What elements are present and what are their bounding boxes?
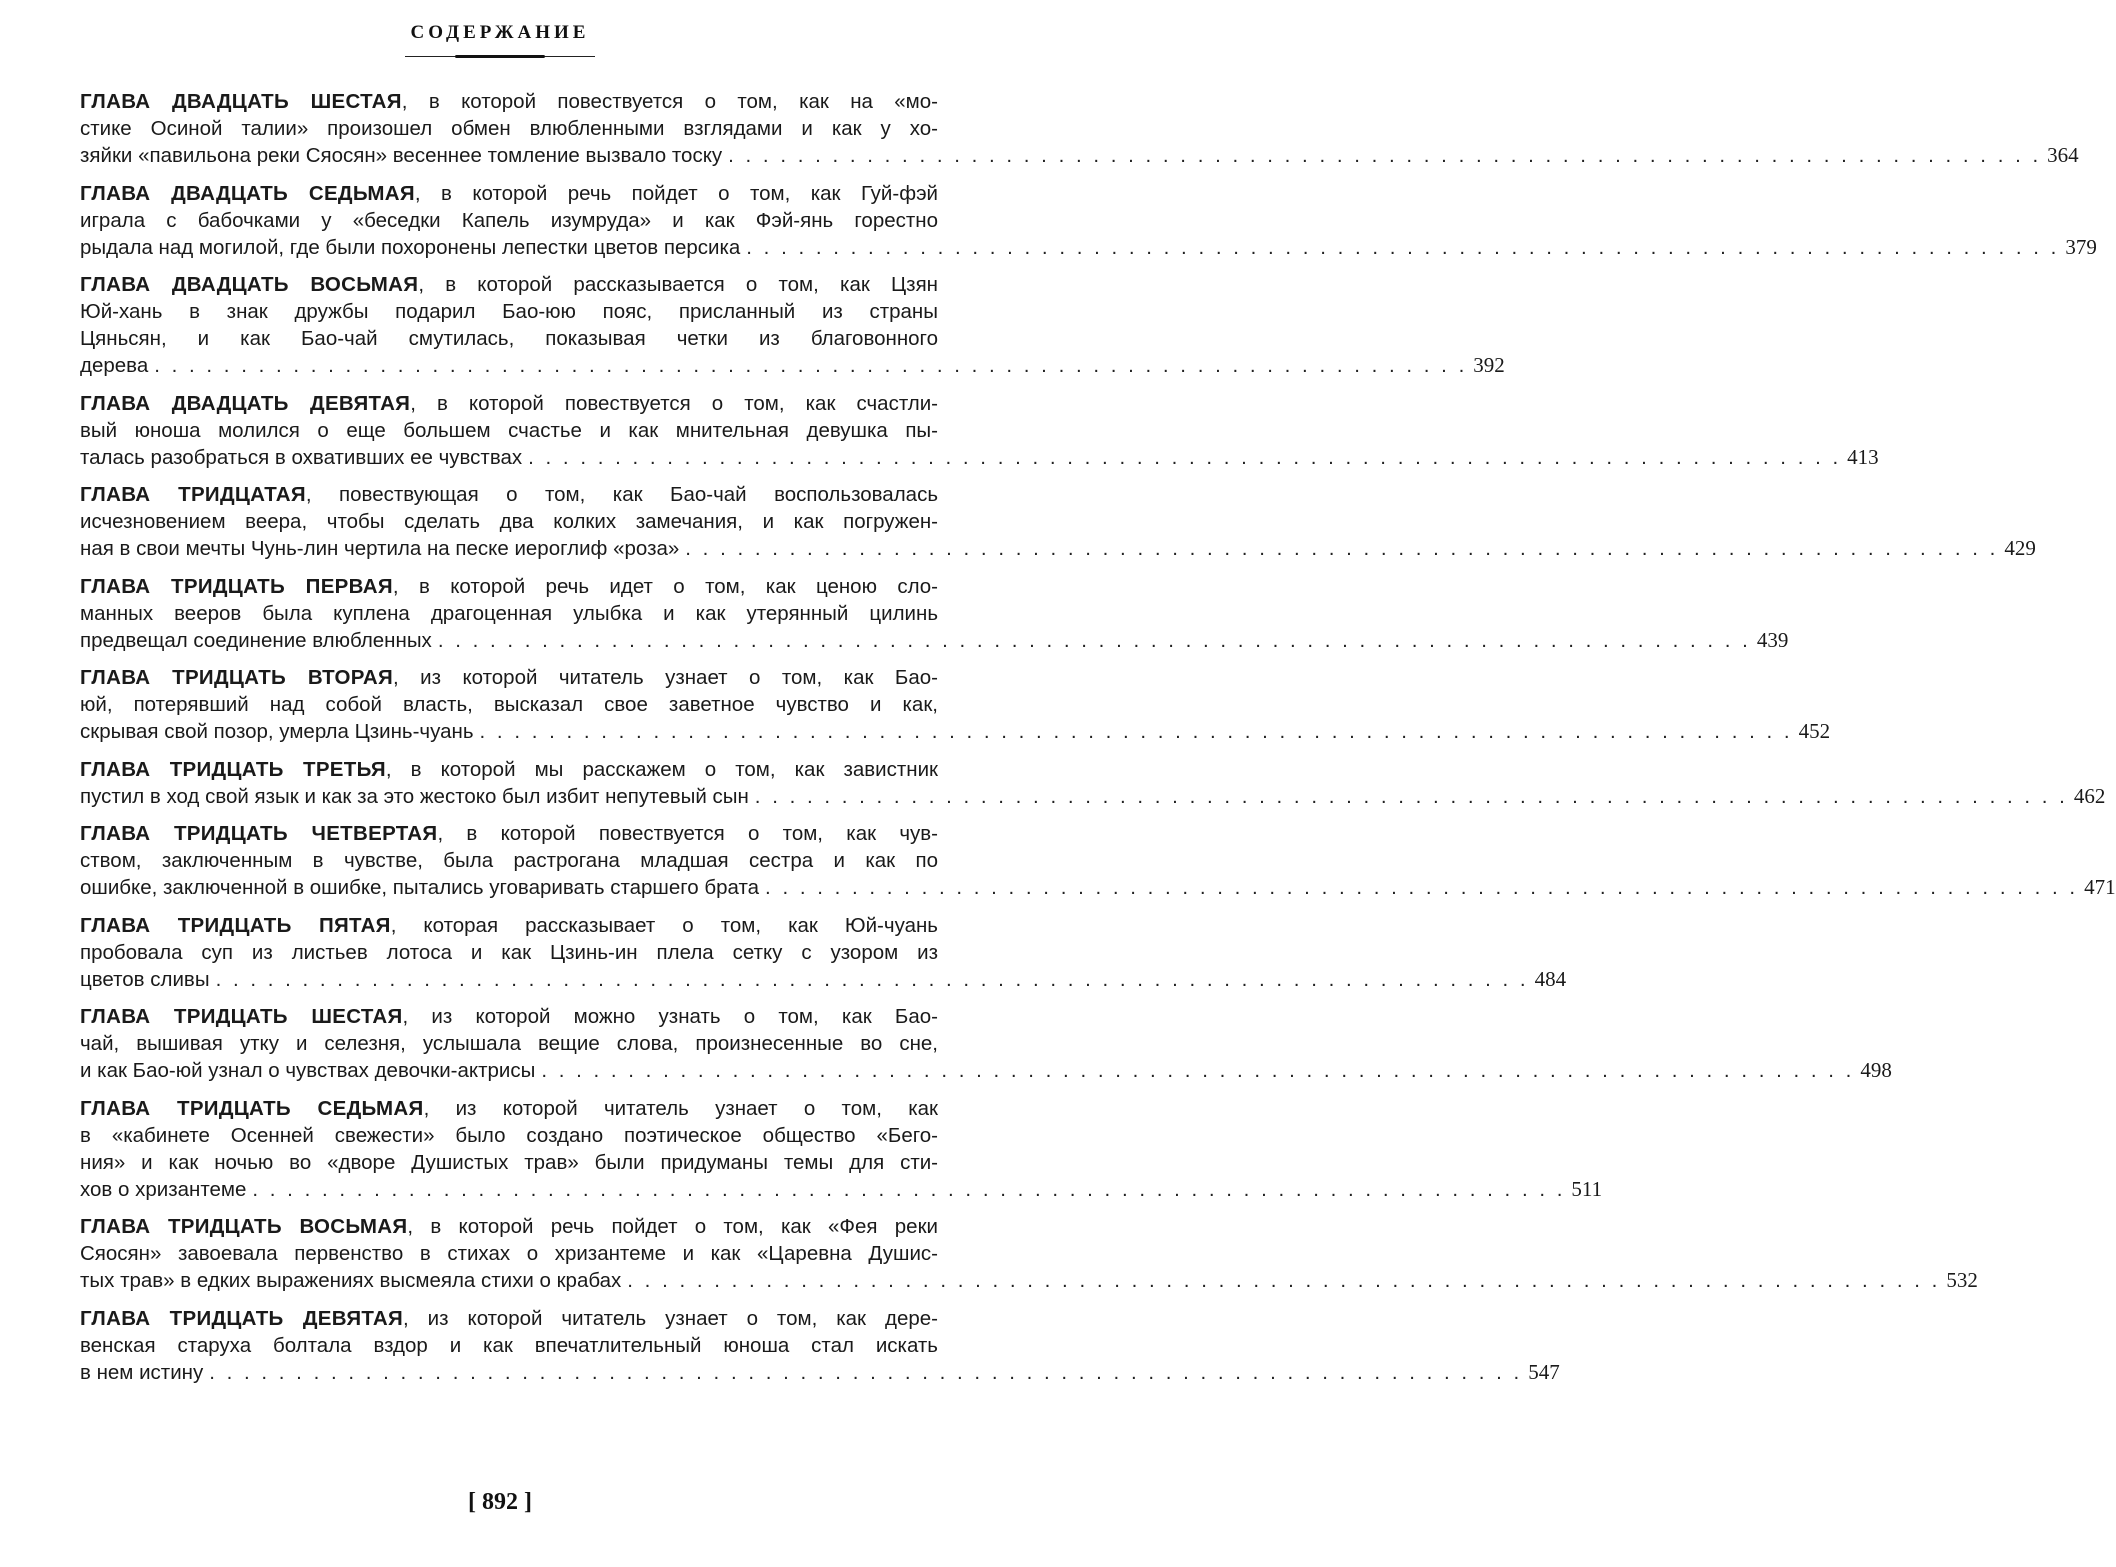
chapter-description: , в которой речь идет о том, как ценою сло- xyxy=(392,574,938,598)
toc-line xyxy=(80,298,938,325)
dot-leader: . . . . . . . . . . . . . . . . . . . . . . . . . . . . . . . . . . . . . . . . . . . . . . . . . . . . . . . . . . . . . . . . . . . . . . . . . . . . xyxy=(541,1059,1855,1082)
toc-line-text xyxy=(80,1057,535,1084)
toc-line xyxy=(80,847,938,874)
chapter-description: играла с бабочками у «беседки Капель изумруда» и как Фэй-янь горестно xyxy=(80,208,938,232)
toc-line-text xyxy=(80,874,759,901)
chapter-description: цветов сливы xyxy=(80,967,210,991)
toc-line xyxy=(80,627,1789,654)
dot-leader: . . . . . . . . . . . . . . . . . . . . . . . . . . . . . . . . . . . . . . . . . . . . . . . . . . . . . . . . . . . . . . . . . . . . . . . . . . . . xyxy=(209,1360,1523,1384)
dot-leader: . . . . . . . . . . . . . . . . . . . . . . . . . . . . . . . . . . . . . . . . . . . . . . . . . . . . . . . . . . . . . . . . . . . . . . . . . . . . xyxy=(437,628,1751,652)
toc-line-text xyxy=(80,718,474,745)
toc-page-number: 379 xyxy=(2065,234,2097,259)
toc-page-number: 452 xyxy=(1798,719,1831,743)
chapter-description: , из которой можно узнать о том, как Бао- xyxy=(402,1005,938,1028)
toc-entry xyxy=(80,88,2079,169)
toc-line-text xyxy=(80,1267,621,1294)
chapter-description: в нем истину xyxy=(80,1360,204,1384)
chapter-description: , повествующая о том, как Бао-чай воспользовалась xyxy=(305,483,938,506)
chapter-description: ния» и как ночью во «дворе Душистых трав» были придуманы темы для сти- xyxy=(80,1150,938,1174)
dot-leader: . . . . . . . . . . . . . . . . . . . . . . . . . . . . . . . . . . . . . . . . . . . . . . . . . . . . . . . . . . . . . . . . . . . . . . . . . . . . xyxy=(746,235,2060,259)
toc-line xyxy=(80,600,938,627)
toc-line-text xyxy=(80,352,148,379)
toc-line xyxy=(80,1030,938,1057)
chapter-description: ная в свои мечты Чунь-лин чертила на песке иероглиф «роза» xyxy=(80,537,680,560)
toc-line xyxy=(80,234,2097,261)
toc-entry xyxy=(80,180,2097,261)
toc-line xyxy=(80,664,938,691)
toc-page-number: 547 xyxy=(1528,1359,1560,1384)
chapter-description: пробовала суп из листьев лотоса и как Цзинь-ин плела сетку с узором из xyxy=(80,940,938,964)
chapter-title: ГЛАВА ТРИДЦАТЬ СЕДЬМАЯ xyxy=(80,1096,424,1120)
toc-entry xyxy=(80,1003,1892,1084)
chapter-description: и как Бао-юй узнал о чувствах девочки-актрисы xyxy=(80,1059,536,1082)
toc-line xyxy=(80,573,938,600)
page-number: [ 892 ] xyxy=(468,1489,532,1515)
toc-entry xyxy=(80,664,1831,745)
chapter-description: , в которой повествуется о том, как чув- xyxy=(437,822,938,845)
toc-line xyxy=(80,444,1879,471)
chapter-title: ГЛАВА ДВАДЦАТЬ ДЕВЯТАЯ xyxy=(80,391,411,415)
toc-line xyxy=(80,180,938,207)
toc-line xyxy=(80,1305,938,1332)
toc-page-number: 484 xyxy=(1534,966,1567,991)
chapter-title: ГЛАВА ТРИДЦАТЬ ШЕСТАЯ xyxy=(80,1005,403,1028)
chapter-description: чай, вышивая утку и селезня, услышала вещие слова, произнесенные во сне, xyxy=(80,1032,938,1055)
chapter-title: ГЛАВА ТРИДЦАТАЯ xyxy=(80,483,306,506)
dot-leader: . . . . . . . . . . . . . . . . . . . . . . . . . . . . . . . . . . . . . . . . . . . . . . . . . . . . . . . . . . . . . . . . . . . . . . . . . . . . xyxy=(528,445,1842,469)
toc-line-text xyxy=(80,535,679,562)
chapter-title: ГЛАВА ТРИДЦАТЬ ДЕВЯТАЯ xyxy=(80,1306,404,1330)
chapter-description: , в которой повествуется о том, как на «мо- xyxy=(401,90,938,113)
toc-line xyxy=(80,88,938,115)
chapter-description: , в которой речь пойдет о том, как «Фея реки xyxy=(407,1215,938,1238)
page-title: СОДЕРЖАНИЕ xyxy=(410,22,590,43)
toc-entry xyxy=(80,1305,1560,1386)
toc-page-number: 511 xyxy=(1571,1176,1603,1201)
chapter-description: дерева xyxy=(80,354,149,377)
chapter-description: , в которой рассказывается о том, как Цзян xyxy=(418,273,938,296)
chapter-description: Цяньсян, и как Бао-чай смутилась, показывая четки из благовонного xyxy=(80,327,938,350)
toc-line xyxy=(80,508,938,535)
toc-page-number: 498 xyxy=(1860,1058,1892,1082)
toc-entry xyxy=(80,1095,1603,1203)
toc-line xyxy=(80,1122,938,1149)
toc-line xyxy=(80,1057,1892,1084)
chapter-description: стике Осиной талии» произошел обмен влюбленными взглядами и как у хо- xyxy=(80,117,938,140)
chapter-description: юй, потерявший над собой власть, высказал свое заветное чувство и как, xyxy=(80,693,938,716)
toc-page-number: 364 xyxy=(2047,143,2079,167)
chapter-title: ГЛАВА ТРИДЦАТЬ ВОСЬМАЯ xyxy=(80,1215,408,1238)
toc-line-text xyxy=(80,234,740,261)
chapter-description: , в которой повествуется о том, как счастли- xyxy=(410,391,938,415)
dot-leader: . . . . . . . . . . . . . . . . . . . . . . . . . . . . . . . . . . . . . . . . . . . . . . . . . . . . . . . . . . . . . . . . . . . . . . . . . . . . xyxy=(728,144,2042,167)
toc-line-text xyxy=(80,783,749,810)
chapter-title: ГЛАВА ТРИДЦАТЬ ВТОРАЯ xyxy=(80,666,394,689)
toc-line xyxy=(80,718,1831,745)
toc-line xyxy=(80,820,938,847)
toc-line xyxy=(80,1176,1603,1203)
toc-page-number: 413 xyxy=(1847,444,1879,469)
dot-leader: . . . . . . . . . . . . . . . . . . . . . . . . . . . . . . . . . . . . . . . . . . . . . . . . . . . . . . . . . . . . . . . . . . . . . . . . . . . . xyxy=(754,784,2068,808)
chapter-description: Сяосян» завоевала первенство в стихах о хризантеме и как «Царевна Душис- xyxy=(80,1242,938,1265)
chapter-description: предвещал соединение влюбленных xyxy=(80,628,432,652)
chapter-title: ГЛАВА ДВАДЦАТЬ ШЕСТАЯ xyxy=(80,90,402,113)
toc-entry xyxy=(80,481,2036,562)
chapter-description: зяйки «павильона реки Сяосян» весеннее томление вызвало тоску xyxy=(80,144,723,167)
toc-line-text xyxy=(80,142,722,169)
toc-entry xyxy=(80,820,2116,901)
toc-entry xyxy=(80,271,1505,379)
toc-line xyxy=(80,390,938,417)
chapter-description: талась разобраться в охвативших ее чувствах xyxy=(80,445,523,469)
chapter-description: , из которой читатель узнает о том, как дере- xyxy=(403,1306,938,1330)
chapter-description: , из которой читатель узнает о том, как xyxy=(423,1096,938,1120)
toc-line xyxy=(80,1095,938,1122)
chapter-description: исчезновением веера, чтобы сделать два колких замечания, и как погружен- xyxy=(80,510,938,533)
chapter-description: хов о хризантеме xyxy=(80,1177,247,1201)
toc-line xyxy=(80,1213,938,1240)
toc-entry xyxy=(80,390,1879,471)
toc-line xyxy=(80,1332,938,1359)
chapter-title: ГЛАВА ТРИДЦАТЬ ТРЕТЬЯ xyxy=(80,757,386,781)
chapter-description: скрывая свой позор, умерла Цзинь-чуань xyxy=(80,720,474,743)
toc-page-number: 471 xyxy=(2084,875,2116,899)
toc-line xyxy=(80,912,938,939)
chapter-description: Юй-хань в знак дружбы подарил Бао-юю пояс, присланный из страны xyxy=(80,300,938,323)
toc-line xyxy=(80,1240,938,1267)
chapter-title: ГЛАВА ТРИДЦАТЬ ПЕРВАЯ xyxy=(80,574,393,598)
toc-line xyxy=(80,142,2079,169)
chapter-description: , из которой читатель узнает о том, как Бао- xyxy=(393,666,938,689)
chapter-description: тых трав» в едких выражениях высмеяла стихи о крабах xyxy=(80,1269,622,1292)
chapter-title: ГЛАВА ТРИДЦАТЬ ЧЕТВЕРТАЯ xyxy=(80,822,438,845)
toc-entry xyxy=(80,573,1789,654)
chapter-description: рыдала над могилой, где были похоронены лепестки цветов персика xyxy=(80,235,741,259)
toc-line xyxy=(80,966,1567,993)
chapter-description: вый юноша молился о еще большем счастье и как мнительная девушка пы- xyxy=(80,418,938,442)
chapter-description: ством, заключенным в чувстве, была растрогана младшая сестра и как по xyxy=(80,849,938,872)
toc-entry xyxy=(80,756,2106,810)
toc-line xyxy=(80,1267,1978,1294)
toc-line xyxy=(80,417,938,444)
toc-line xyxy=(80,207,938,234)
toc-line-text xyxy=(80,444,522,471)
chapter-title: ГЛАВА ДВАДЦАТЬ ВОСЬМАЯ xyxy=(80,273,419,296)
toc-page-number: 462 xyxy=(2073,783,2106,808)
chapter-title: ГЛАВА ДВАДЦАТЬ СЕДЬМАЯ xyxy=(80,181,415,205)
toc-page-number: 532 xyxy=(1946,1268,1978,1292)
toc-line xyxy=(80,1359,1560,1386)
header-divider xyxy=(405,56,595,57)
toc-line xyxy=(80,271,938,298)
toc-page-number: 429 xyxy=(2004,536,2036,560)
toc-line-text xyxy=(80,1359,203,1386)
page-header xyxy=(0,22,1000,44)
toc-line xyxy=(80,352,1505,379)
toc-line xyxy=(80,783,2106,810)
chapter-description: в «кабинете Осенней свежести» было создано поэтическое общество «Бего- xyxy=(80,1123,938,1147)
toc-line xyxy=(80,939,938,966)
dot-leader: . . . . . . . . . . . . . . . . . . . . . . . . . . . . . . . . . . . . . . . . . . . . . . . . . . . . . . . . . . . . . . . . . . . . . . . . . . . . xyxy=(252,1177,1566,1201)
toc-line xyxy=(80,874,2116,901)
toc-page-number: 439 xyxy=(1756,627,1789,652)
toc-line xyxy=(80,481,938,508)
chapter-title: ГЛАВА ТРИДЦАТЬ ПЯТАЯ xyxy=(80,913,391,937)
toc-line xyxy=(80,325,938,352)
chapter-description: , в которой мы расскажем о том, как завистник xyxy=(385,757,938,781)
toc-line xyxy=(80,535,2036,562)
toc-line xyxy=(80,1149,938,1176)
chapter-description: , в которой речь пойдет о том, как Гуй-фэй xyxy=(414,181,938,205)
toc-line xyxy=(80,115,938,142)
dot-leader: . . . . . . . . . . . . . . . . . . . . . . . . . . . . . . . . . . . . . . . . . . . . . . . . . . . . . . . . . . . . . . . . . . . . . . . . . . . . xyxy=(154,354,1468,377)
toc-line-text xyxy=(80,966,210,993)
toc-entry xyxy=(80,912,1567,993)
dot-leader: . . . . . . . . . . . . . . . . . . . . . . . . . . . . . . . . . . . . . . . . . . . . . . . . . . . . . . . . . . . . . . . . . . . . . . . . . . . . xyxy=(627,1269,1941,1292)
chapter-description: венская старуха болтала вздор и как впечатлительный юноша стал искать xyxy=(80,1333,938,1357)
toc-line-text xyxy=(80,1176,246,1203)
chapter-description: ошибке, заключенной в ошибке, пытались уговаривать старшего брата xyxy=(80,876,760,899)
toc-page-number: 392 xyxy=(1473,353,1505,377)
dot-leader: . . . . . . . . . . . . . . . . . . . . . . . . . . . . . . . . . . . . . . . . . . . . . . . . . . . . . . . . . . . . . . . . . . . . . . . . . . . . xyxy=(479,720,1793,743)
toc-line xyxy=(80,691,938,718)
dot-leader: . . . . . . . . . . . . . . . . . . . . . . . . . . . . . . . . . . . . . . . . . . . . . . . . . . . . . . . . . . . . . . . . . . . . . . . . . . . . xyxy=(765,876,2079,899)
chapter-description: пустил в ход свой язык и как за это жестоко был избит непутевый сын xyxy=(80,784,749,808)
table-of-contents xyxy=(80,88,2116,1396)
toc-entry xyxy=(80,1213,1978,1294)
chapter-description: , которая рассказывает о том, как Юй-чуань xyxy=(390,913,938,937)
dot-leader: . . . . . . . . . . . . . . . . . . . . . . . . . . . . . . . . . . . . . . . . . . . . . . . . . . . . . . . . . . . . . . . . . . . . . . . . . . . . xyxy=(685,537,1999,560)
toc-line-text xyxy=(80,627,432,654)
chapter-description: манных вееров была куплена драгоценная улыбка и как утерянный цилинь xyxy=(80,601,938,625)
toc-line xyxy=(80,1003,938,1030)
toc-line xyxy=(80,756,938,783)
dot-leader: . . . . . . . . . . . . . . . . . . . . . . . . . . . . . . . . . . . . . . . . . . . . . . . . . . . . . . . . . . . . . . . . . . . . . . . . . . . . xyxy=(215,967,1529,991)
